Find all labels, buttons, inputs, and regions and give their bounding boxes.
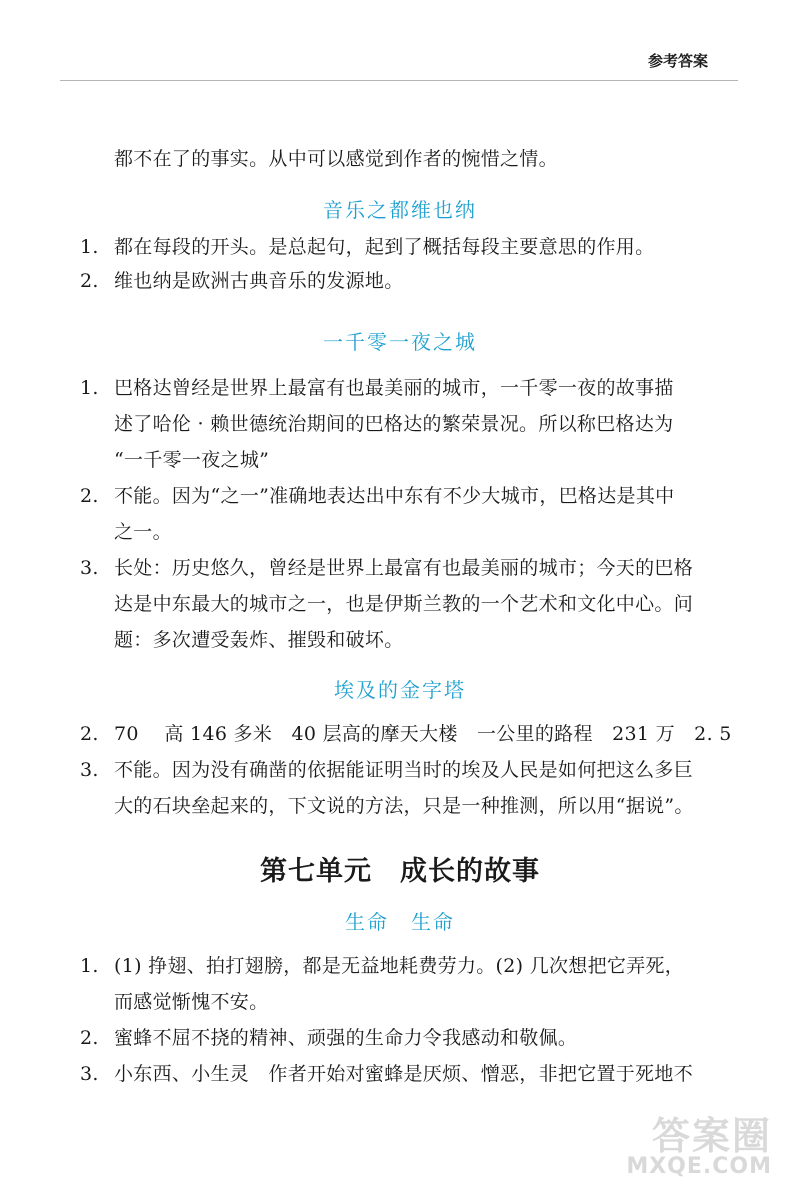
- item-text: “一千零一夜之城”: [114, 449, 270, 471]
- list-item-continued: [0, 586, 800, 622]
- header-divider: [60, 80, 738, 81]
- list-item: [0, 264, 800, 298]
- item-text: 70 高 146 多米 40 层高的摩天大楼 一公里的路程 231 万 2. 5: [114, 723, 732, 745]
- list-item-continued: [0, 984, 800, 1020]
- site-watermark: [626, 1116, 772, 1178]
- section-title-baghdad: 一千零一夜之城: [323, 330, 477, 354]
- intro-text: 都不在了的事实。从中可以感觉到作者的惋惜之情。: [114, 148, 558, 170]
- list-item: [0, 478, 800, 514]
- item-number: 2.: [80, 1027, 99, 1049]
- list-item: [0, 370, 800, 406]
- unit-title: 第七单元 成长的故事: [260, 856, 540, 887]
- item-text: 达是中东最大的城市之一，也是伊斯兰教的一个艺术和文化中心。问: [114, 593, 694, 615]
- item-text: 不能。因为没有确凿的依据能证明当时的埃及人民是如何把这么多巨: [114, 759, 694, 781]
- answer-content: [0, 142, 800, 1092]
- header-label: 参考答案: [647, 52, 708, 70]
- list-item: [0, 1020, 800, 1056]
- list-item: [0, 752, 800, 788]
- intro-line: [0, 142, 800, 176]
- item-number: 1.: [80, 955, 99, 977]
- list-item: [0, 230, 800, 264]
- item-text: 都在每段的开头。是总起句，起到了概括每段主要意思的作用。: [114, 236, 655, 258]
- item-text: 长处：历史悠久，曾经是世界上最富有也最美丽的城市；今天的巴格: [114, 557, 694, 579]
- list-item: [0, 716, 800, 752]
- item-text: 之一。: [114, 521, 172, 543]
- section-title-life: 生命 生命: [345, 910, 455, 934]
- item-text: 维也纳是欧洲古典音乐的发源地。: [114, 270, 404, 292]
- section-title-pyramid: 埃及的金字塔: [334, 678, 466, 702]
- item-number: 2.: [80, 723, 99, 745]
- item-number: 1.: [80, 236, 99, 258]
- watermark-sub: MXQE.COM: [626, 1154, 772, 1179]
- list-item-continued: [0, 514, 800, 550]
- item-text: 题：多次遭受轰炸、摧毁和破坏。: [114, 629, 404, 651]
- item-number: 3.: [80, 1063, 99, 1085]
- list-item-continued: [0, 788, 800, 824]
- item-text: 而感觉惭愧不安。: [114, 991, 269, 1013]
- item-text: 巴格达曾经是世界上最富有也最美丽的城市，一千零一夜的故事描: [114, 377, 674, 399]
- item-text: 不能。因为“之一”准确地表达出中东有不少大城市，巴格达是其中: [114, 485, 675, 507]
- item-number: 1.: [80, 377, 99, 399]
- list-item: [0, 948, 800, 984]
- item-text: 小东西、小生灵 作者开始对蜜蜂是厌烦、憎恶，非把它置于死地不: [114, 1063, 694, 1085]
- item-text: 述了哈伦 · 赖世德统治期间的巴格达的繁荣景况。所以称巴格达为: [114, 413, 674, 435]
- item-number: 3.: [80, 557, 99, 579]
- watermark-main: 答案圈: [651, 1114, 772, 1158]
- list-item: [0, 1056, 800, 1092]
- item-text: (1) 挣翅、拍打翅膀，都是无益地耗费劳力。(2) 几次想把它弄死，: [114, 955, 685, 977]
- item-number: 2.: [80, 485, 99, 507]
- item-number: 3.: [80, 759, 99, 781]
- list-item-continued: [0, 622, 800, 658]
- section-title-vienna: 音乐之都维也纳: [323, 198, 477, 222]
- item-text: 蜜蜂不屈不挠的精神、顽强的生命力令我感动和敬佩。: [114, 1027, 578, 1049]
- list-item: [0, 550, 800, 586]
- list-item-continued: [0, 406, 800, 442]
- item-text: 大的石块垒起来的，下文说的方法，只是一种推测，所以用“据说”。: [114, 795, 694, 817]
- item-number: 2.: [80, 270, 99, 292]
- list-item-continued: [0, 442, 800, 478]
